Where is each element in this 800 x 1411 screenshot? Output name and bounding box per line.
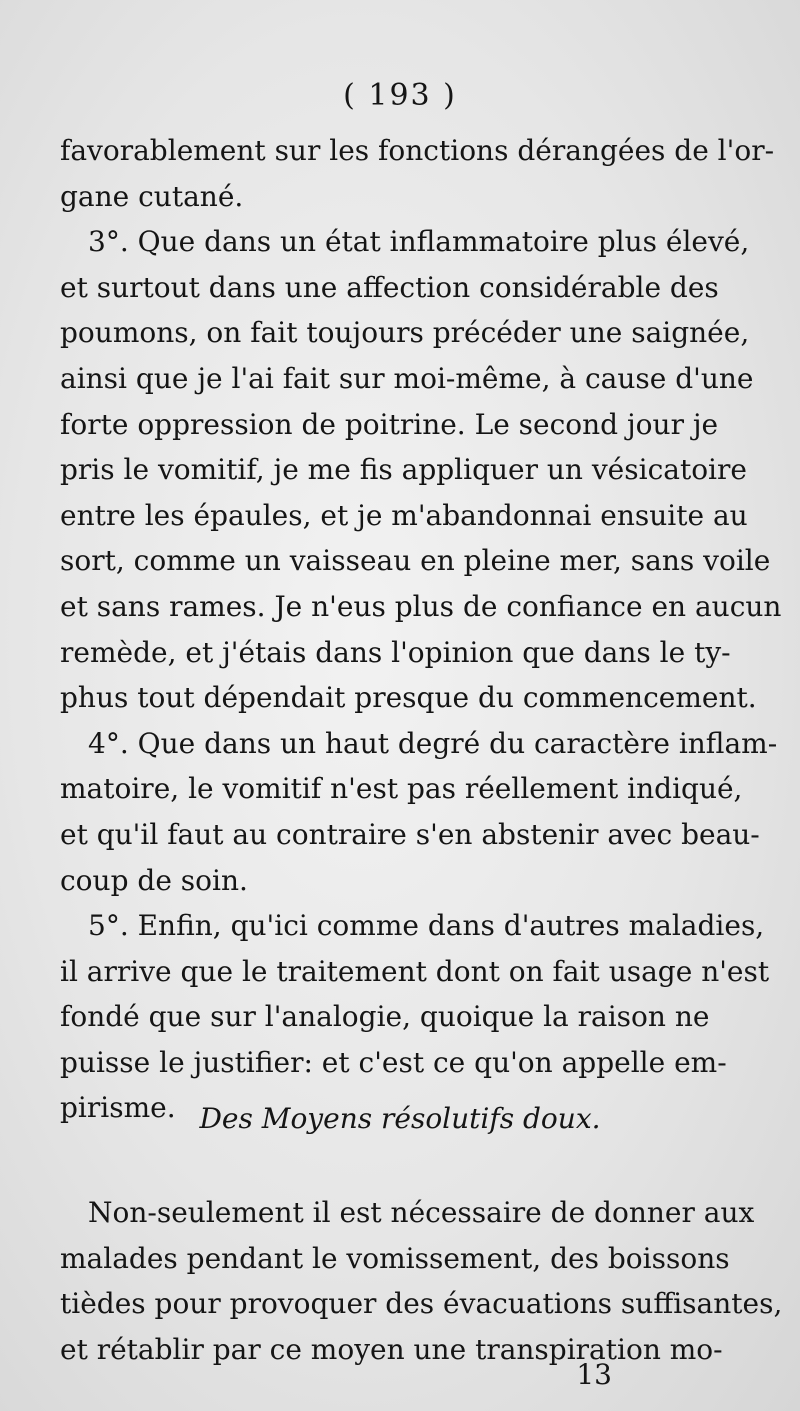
text-line: 5°. Enfin, qu'ici comme dans d'autres maladies, bbox=[88, 909, 765, 943]
text-line: forte oppression de poitrine. Le second jour je bbox=[60, 407, 719, 441]
text-line: phus tout dépendait presque du commencement. bbox=[60, 681, 757, 715]
text-line: il arrive que le traitement dont on fait usage n'est bbox=[60, 954, 770, 988]
text-line: 3°. Que dans un état inflammatoire plus élevé, bbox=[88, 225, 750, 259]
text-line: Non-seulement il est nécessaire de donner aux bbox=[88, 1196, 755, 1229]
text-line: sort, comme un vaisseau en pleine mer, sans voile bbox=[60, 544, 771, 578]
text-line: et surtout dans une affection considérable des bbox=[60, 270, 719, 304]
text-line: entre les épaules, et je m'abandonnai ensuite au bbox=[60, 498, 748, 532]
text-line: pirisme. bbox=[60, 1091, 176, 1125]
text-line: puisse le justifier: et c'est ce qu'on appelle em- bbox=[60, 1045, 727, 1079]
text-line: poumons, on fait toujours précéder une saignée, bbox=[60, 316, 750, 350]
text-line: favorablement sur les fonctions dérangées de l'or- bbox=[60, 134, 775, 167]
text-line: et qu'il faut au contraire s'en abstenir avec beau- bbox=[60, 817, 760, 851]
text-line: 4°. Que dans un haut degré du caractère inflam- bbox=[88, 726, 778, 760]
text-line: matoire, le vomitif n'est pas réellement indiqué, bbox=[60, 772, 743, 806]
text-line: fondé que sur l'analogie, quoique la raison ne bbox=[60, 1000, 710, 1034]
text-line: coup de soin. bbox=[60, 863, 248, 897]
text-line: tièdes pour provoquer des évacuations suffisantes, bbox=[60, 1287, 783, 1321]
text-line: et rétablir par ce moyen une transpiration mo- bbox=[60, 1332, 723, 1366]
text-line: pris le vomitif, je me fis appliquer un vésicatoire bbox=[60, 453, 747, 487]
body-text bbox=[60, 128, 782, 1131]
text-line: gane cutané. bbox=[60, 179, 244, 213]
text-line: et sans rames. Je n'eus plus de confiance en aucun bbox=[60, 589, 782, 623]
page-number: ( 193 ) bbox=[343, 78, 457, 113]
section-heading: Des Moyens résolutifs doux. bbox=[199, 1102, 601, 1135]
text-line: malades pendant le vomissement, des boissons bbox=[60, 1241, 730, 1275]
signature-mark: 13 bbox=[576, 1358, 612, 1391]
text-line: remède, et j'étais dans l'opinion que dans le ty- bbox=[60, 635, 731, 669]
section-text bbox=[60, 1190, 783, 1372]
text-line: ainsi que je l'ai fait sur moi-même, à cause d'une bbox=[60, 361, 754, 395]
